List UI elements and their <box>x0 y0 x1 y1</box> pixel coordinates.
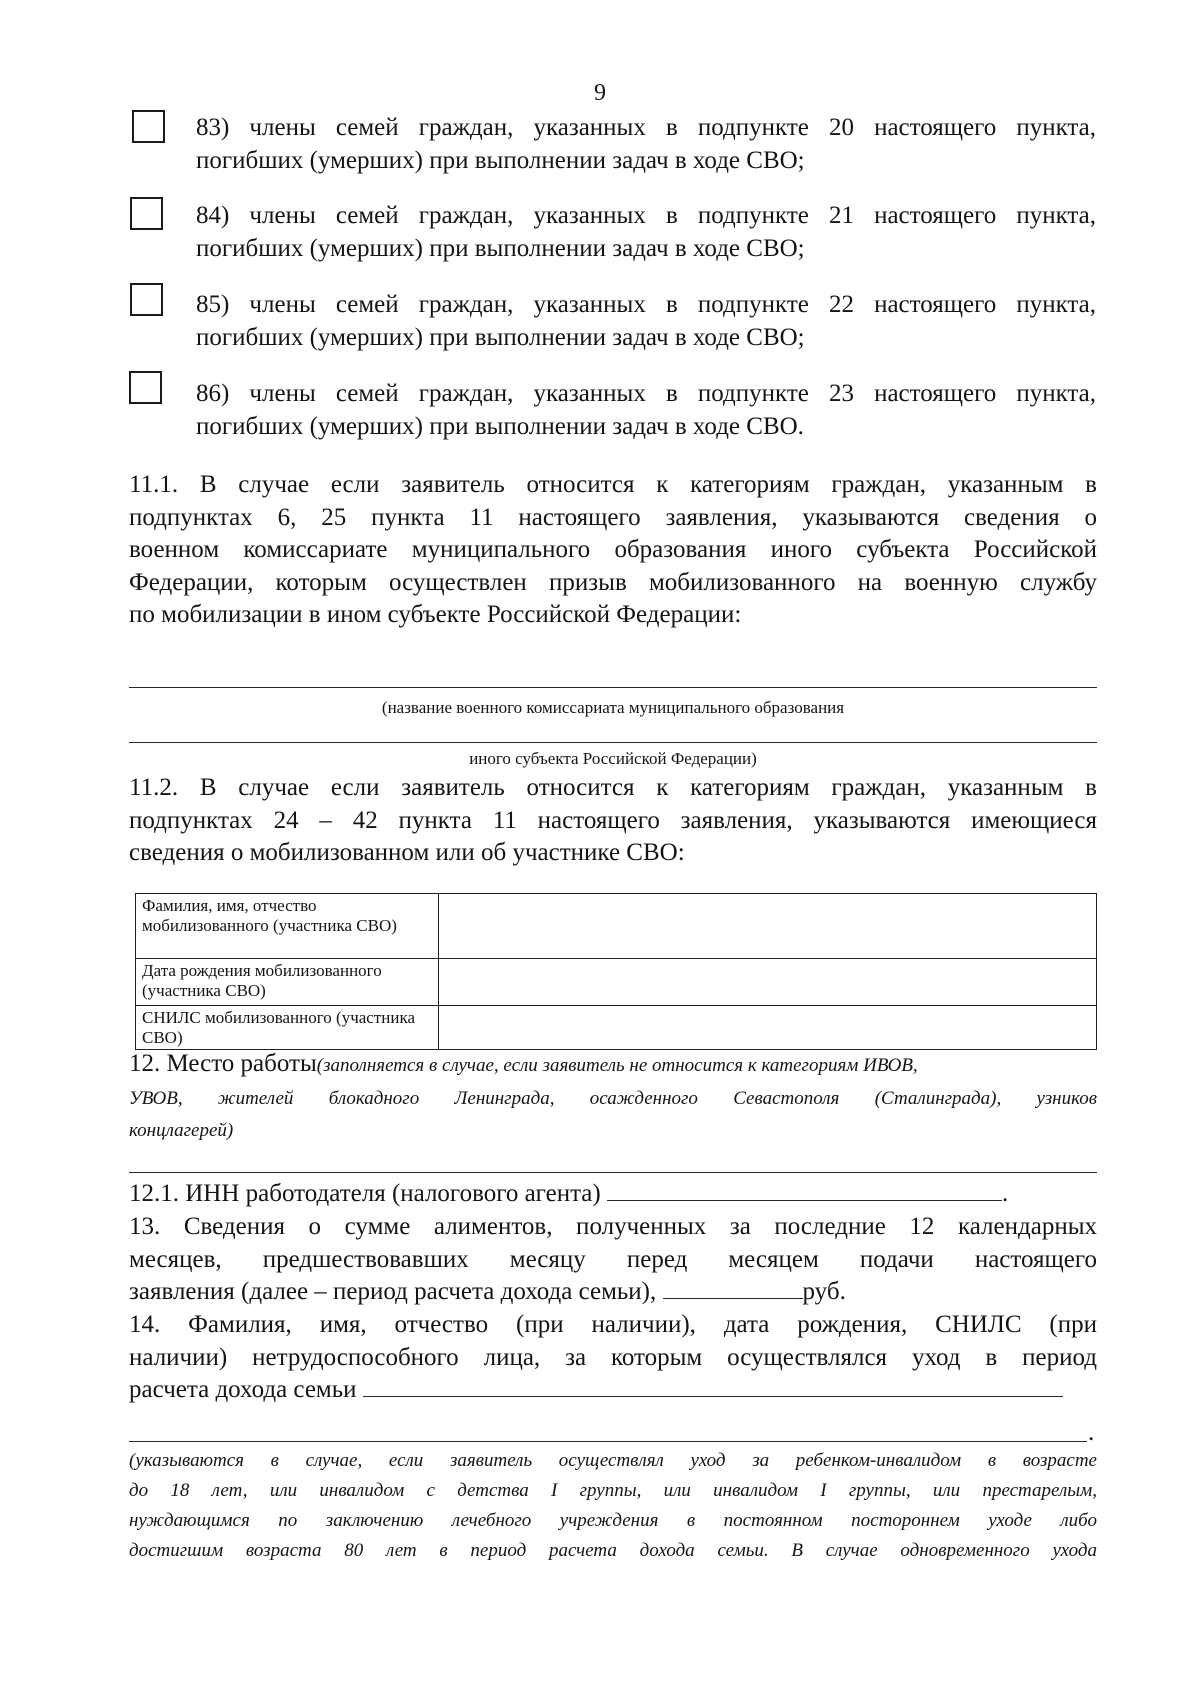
dependent-input-line-2[interactable] <box>129 1441 1087 1442</box>
section-12-label: 12. Место работы <box>129 1050 317 1077</box>
section-11-1-line: подпунктах 6, 25 пункта 11 настоящего заявления, указываются сведения о <box>129 503 1097 531</box>
section-14 <box>129 1309 1097 1407</box>
workplace-input-line[interactable] <box>129 1172 1097 1173</box>
table-row <box>136 894 1097 959</box>
commissariat-name-line-1[interactable] <box>129 687 1097 688</box>
section-11-2-line: подпунктах 24 – 42 пункта 11 настоящего заявления, указываются имеющиеся <box>129 806 1097 834</box>
list-item-84 <box>196 199 1096 265</box>
section-12-note-line3: концлагерей) <box>129 1120 234 1141</box>
item-86-line2: погибших (умерших) при выполнении задач в ходе СВО. <box>196 413 804 440</box>
page-number: 9 <box>594 80 606 106</box>
item-85-line1: 85) члены семей граждан, указанных в подпункте 22 настоящего пункта, <box>196 291 1096 318</box>
section-14-note-line: достигшим возраста 80 лет в период расчета дохода семьи. В случае одновременного ухода <box>129 1540 1097 1561</box>
item-83-line1: 83) члены семей граждан, указанных в подпункте 20 настоящего пункта, <box>196 114 1096 141</box>
dependent-end: . <box>1088 1419 1095 1446</box>
item-84-line2: погибших (умерших) при выполнении задач в ходе СВО; <box>196 235 805 262</box>
alimony-unit: руб. <box>802 1278 846 1305</box>
inn-label: 12.1. ИНН работодателя (налогового агента) <box>129 1180 601 1207</box>
section-14-line2: наличии) нетрудоспособного лица, за которым осуществлялся уход в период <box>129 1343 1097 1371</box>
section-11-1-line: 11.1. В случае если заявитель относится к категориям граждан, указанным в <box>129 471 1097 498</box>
section-12 <box>129 1048 1097 1148</box>
item-84-line1: 84) члены семей граждан, указанных в подпункте 21 настоящего пункта, <box>196 202 1096 229</box>
list-item-86 <box>196 377 1096 443</box>
table-value-birthdate[interactable] <box>439 959 1097 1006</box>
inn-input-line[interactable] <box>607 1178 1002 1201</box>
checkbox-item-86[interactable] <box>129 371 162 404</box>
mobilized-info-table <box>135 893 1097 1050</box>
inn-end: . <box>1001 1180 1009 1207</box>
section-13-line1: 13. Сведения о сумме алиментов, полученных за последние 12 календарных <box>129 1213 1097 1240</box>
table-row <box>136 959 1097 1006</box>
list-item-83 <box>196 111 1096 177</box>
section-11-1-line: по мобилизации в ином субъекте Российской Федерации: <box>129 601 742 628</box>
section-11-2-line: сведения о мобилизованном или об участнике СВО: <box>129 839 685 866</box>
checkbox-item-84[interactable] <box>130 197 163 230</box>
section-11-1 <box>129 469 1097 632</box>
checkbox-item-83[interactable] <box>132 110 165 143</box>
table-label-snils: СНИЛС мобилизованного (участника СВО) <box>136 1006 439 1050</box>
dependent-label: расчета дохода семьи <box>129 1376 357 1403</box>
table-label-fio: Фамилия, имя, отчество мобилизованного (участника СВО) <box>136 894 439 959</box>
section-14-line3 <box>129 1374 1097 1407</box>
section-12-1 <box>129 1178 1097 1211</box>
alimony-label: заявления (далее – период расчета дохода семьи), <box>129 1278 657 1305</box>
section-13-line3 <box>129 1276 1097 1309</box>
section-11-1-line: Федерации, которым осуществлен призыв мобилизованного на военную службу <box>129 568 1097 596</box>
section-12-line1 <box>129 1048 1097 1083</box>
commissariat-caption-2: иного субъекта Российской Федерации) <box>469 749 757 768</box>
alimony-amount-input[interactable] <box>663 1276 803 1299</box>
section-11-1-line: военном комиссариате муниципального образования иного субъекта Российской <box>129 536 1097 563</box>
item-86-line1: 86) члены семей граждан, указанных в подпункте 23 настоящего пункта, <box>196 380 1096 407</box>
table-row <box>136 1006 1097 1050</box>
section-14-note-line: до 18 лет, или инвалидом с детства I группы, или инвалидом I группы, или престарелым, <box>129 1480 1097 1501</box>
commissariat-name-line-2[interactable] <box>129 742 1097 743</box>
section-12-note: (заполняется в случае, если заявитель не относится к категориям ИВОВ, <box>316 1055 918 1076</box>
list-item-85 <box>196 288 1096 354</box>
item-85-line2: погибших (умерших) при выполнении задач в ходе СВО; <box>196 324 805 351</box>
section-14-note-line: нуждающимся по заключению лечебного учреждения в постоянном постороннем уходе либо <box>129 1510 1097 1531</box>
table-label-birthdate: Дата рождения мобилизованного (участника СВО) <box>136 959 439 1006</box>
item-83-line2: погибших (умерших) при выполнении задач в ходе СВО; <box>196 147 805 174</box>
commissariat-caption-1: (название военного комиссариата муниципального образования <box>381 698 845 717</box>
table-value-fio[interactable] <box>439 894 1097 959</box>
section-12-note-line2: УВОВ, жителей блокадного Ленинграда, осажденного Севастополя (Сталинграда), узников <box>129 1087 1097 1109</box>
section-12-1-line <box>129 1178 1097 1211</box>
section-11-2 <box>129 772 1097 870</box>
section-13-line2: месяцев, предшествовавших месяцу перед месяцем подачи настоящего <box>129 1245 1097 1273</box>
section-14-line1: 14. Фамилия, имя, отчество (при наличии), дата рождения, СНИЛС (при <box>129 1311 1097 1338</box>
section-13 <box>129 1211 1097 1309</box>
table-value-snils[interactable] <box>439 1006 1097 1050</box>
section-14-note-line: (указываются в случае, если заявитель осуществлял уход за ребенком-инвалидом в возрасте <box>129 1450 1097 1471</box>
section-11-2-line: 11.2. В случае если заявитель относится к категориям граждан, указанным в <box>129 774 1097 801</box>
checkbox-item-85[interactable] <box>130 283 163 316</box>
section-14-note <box>129 1446 1097 1566</box>
dependent-input-line-1[interactable] <box>363 1374 1063 1397</box>
